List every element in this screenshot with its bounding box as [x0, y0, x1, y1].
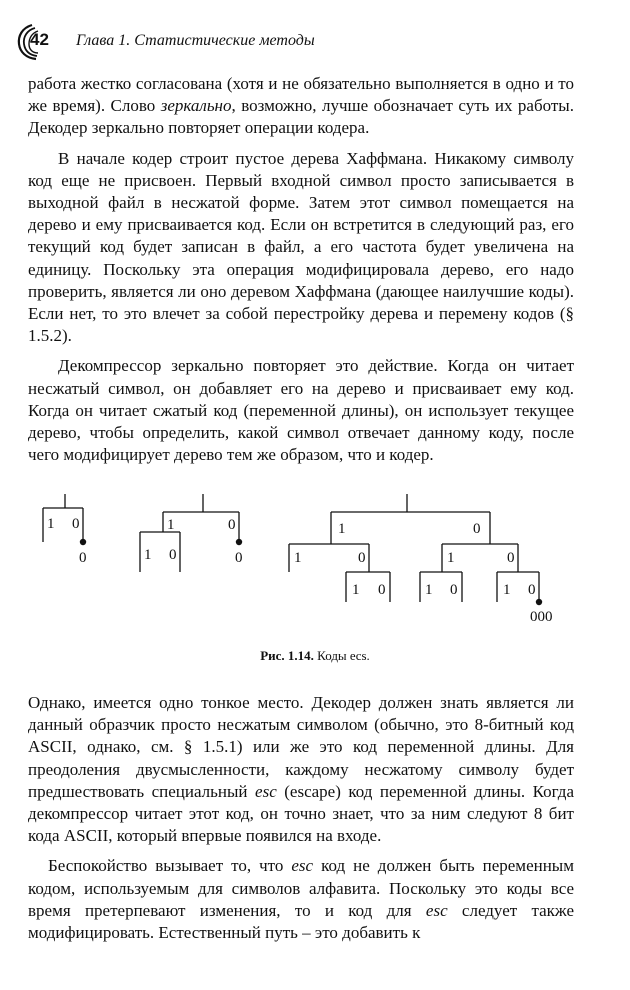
tree2-top-right-bit: 0: [228, 517, 236, 533]
figure-caption-text: Коды ecs.: [317, 648, 370, 663]
figure-caption-label: Рис. 1.14.: [260, 648, 314, 663]
esc-node-dot-tree2: [236, 539, 242, 545]
tree3-left-right-bit: 0: [358, 550, 366, 566]
tree2-top-left-bit: 1: [167, 517, 175, 533]
esc-node-dot-tree1: [80, 539, 86, 545]
figure-caption: [0, 648, 630, 664]
figure-huffman-trees: [0, 480, 630, 645]
paragraph-text: Беспокойство вызывает то, что: [48, 856, 292, 876]
tree3-rr-right-bit: 0: [528, 582, 536, 598]
paragraph-text: Однако, имеется одно тонкое место. Декодер должен знать является ли данный образчик просто несжатым символом (обычно, это 8-битный код ASCII, однако, см. § 1.5.1) или же это код переменной длины. Для преодоления двусмысленности, каждому несжатому символу будет предшествовать специальный: [28, 693, 574, 801]
paragraph-text: (escape) код переменной длины. Когда декомпрессор читает этот код, он точно знает, что за ним следуют 8 бит кода ASCII, который впервые появился на входе.: [28, 781, 574, 846]
paragraph-text: работа жестко согласована (хотя и не обязательно выполняется в одно и то же время). Слово: [28, 74, 574, 116]
tree3-right-right-bit: 0: [507, 550, 515, 566]
tree3-esc-code: 000: [530, 609, 553, 625]
paragraph-text: код не должен быть переменным кодом, используемым для символов алфавита. Поскольку это коды все время претерпевают изменения, то и код для: [28, 856, 574, 920]
page-header: [16, 22, 616, 62]
tree1-esc-code: 0: [79, 550, 87, 566]
emphasized-term: зеркально: [160, 96, 232, 116]
tree3-ll-left-bit: 1: [352, 582, 360, 598]
paragraph: [28, 355, 574, 466]
tree3-rl-left-bit: 1: [425, 582, 433, 598]
emphasized-term: esc: [291, 856, 314, 876]
emphasized-term: esc: [255, 781, 277, 801]
paragraph: [28, 692, 574, 847]
tree3-top-left-bit: 1: [338, 521, 346, 537]
paragraph-text: следует также модифицировать. Естественный путь – это добавить к: [28, 900, 574, 943]
paragraph: [28, 148, 574, 348]
paragraph-text: В начале кодер строит пустое дерева Хаффмана. Никакому символу код еще не присвоен. Первый входной символ просто записывается в выходной файл в несжатой форме. Затем этот символ помещается на дерево и ему присваивается код. Если он встретится в следующий раз, его текущий код будет записан в файл, а его частота будет увеличена на единицу. Поскольку эта операция модифицировала дерево, его надо проверить, является ли оно деревом Хаффмана (дающее наилучшие коды). Если нет, то это влечет за собой перестройку дерева и перемену кодов (§ 1.5.2).: [28, 148, 574, 346]
tree1-right-bit: 0: [72, 516, 80, 532]
tree3-top-right-bit: 0: [473, 521, 481, 537]
emphasized-term: esc: [425, 900, 448, 920]
tree3-rl-right-bit: 0: [450, 582, 458, 598]
tree-lines: [43, 494, 539, 602]
tree3-ll-right-bit: 0: [378, 582, 386, 598]
tree3-right-left-bit: 1: [447, 550, 455, 566]
tree2-sub-right-bit: 0: [169, 547, 177, 563]
tree2-sub-left-bit: 1: [144, 547, 152, 563]
paragraph-text: , возможно, лучше обозначает суть их работы. Декодер зеркально повторяет операции кодера.: [28, 96, 574, 138]
tree3-left-left-bit: 1: [294, 550, 302, 566]
esc-node-dot-tree3: [536, 599, 542, 605]
running-head: Глава 1. Статистические методы: [76, 32, 315, 49]
body-text-bottom: [28, 692, 574, 944]
tree3-rr-left-bit: 1: [503, 582, 511, 598]
paragraph: [28, 855, 574, 944]
tree1-left-bit: 1: [47, 516, 55, 532]
tree2-esc-code: 0: [235, 550, 243, 566]
paragraph: [28, 73, 574, 140]
page-number: 42: [30, 30, 49, 49]
paragraph-text: Декомпрессор зеркально повторяет это действие. Когда он читает несжатый символ, он добавляет его на дерево и присваивает ему код. Когда он читает сжатый код (переменной длины), он использует текущее дерево, чтобы определить, какой символ отвечает данному коду, после чего модифицирует дерево тем же образом, что и кодер.: [28, 356, 574, 465]
body-text-top: [28, 73, 574, 466]
